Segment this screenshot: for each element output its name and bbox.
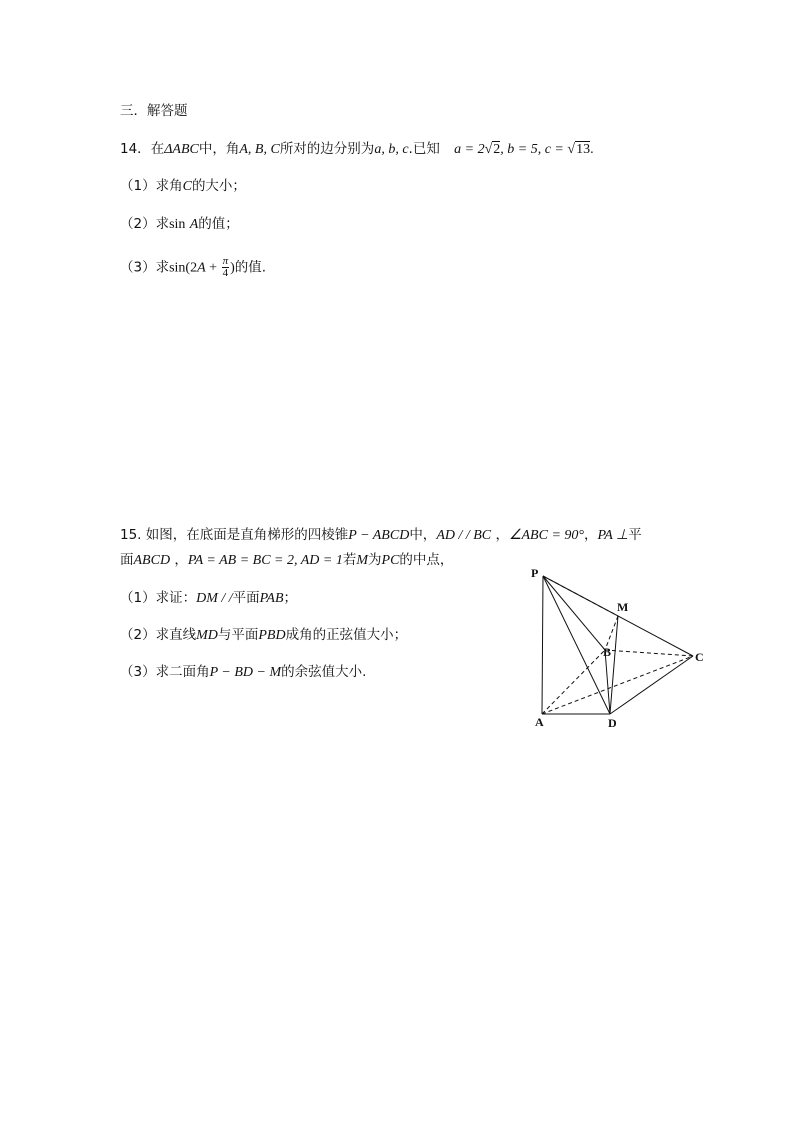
section-title: 三．解答题 (120, 103, 188, 119)
edge-bc-dashed (605, 650, 693, 656)
q15-part1: （1）求证：DM / /平面PAB； (120, 590, 298, 606)
label-a: A (535, 715, 544, 729)
q15-part2: （2）求直线MD与平面PBD成角的正弦值大小； (120, 627, 408, 643)
q14-part3: （3）求sin(2A + $\frac{\pi}{4}$ )的值. (120, 255, 267, 279)
label-d: D (608, 716, 617, 730)
q15-stem-line2: 面ABCD ，PA = AB = BC = 2, AD = 1若M为PC的中点， (120, 552, 454, 568)
q14-stem: 14．在ΔABC中，角A, B, C所对的边分别为a, b, c.已知 a = 2√2, b = 5, c = √13. (120, 141, 594, 157)
edge-pd (543, 576, 610, 714)
q14-given: a = 2√2, b = 5, c = √13. (454, 142, 594, 157)
label-p: P (531, 566, 539, 580)
edge-ac-dashed (542, 656, 693, 714)
pi-over-4-fraction: $\frac{\pi}{4}$ (222, 255, 229, 279)
edge-dc (610, 656, 693, 714)
q14-number: 14． (120, 141, 151, 157)
q14-part2: （2）求sin A的值； (120, 216, 239, 232)
label-m: M (617, 600, 629, 614)
label-b: B (603, 645, 612, 659)
q15-stem-line1: 15. 如图，在底面是直角梯形的四棱锥P − ABCD中，AD / / BC ，∠ABC = 90°，PA ⊥平 (120, 527, 642, 543)
edge-ab-dashed (542, 650, 605, 714)
edge-pa (542, 576, 543, 714)
edge-md (610, 616, 618, 714)
label-c: C (695, 650, 704, 664)
q15-part3: （3）求二面角P − BD − M的余弦值大小. (120, 664, 367, 680)
q14-part1: （1）求角C的大小； (120, 178, 246, 194)
pyramid-figure (525, 562, 715, 732)
